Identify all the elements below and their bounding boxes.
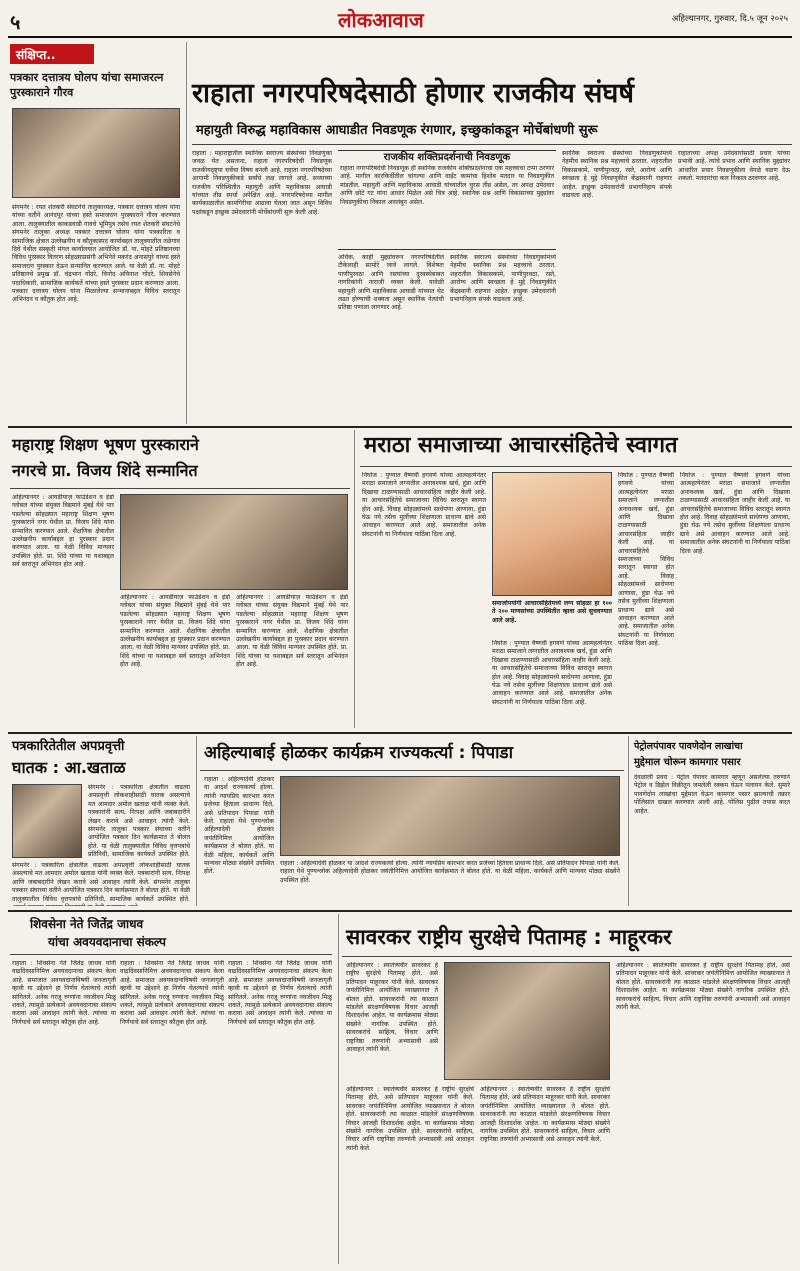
lead-subhead-rule (192, 144, 792, 145)
story7-headline-2: यांचा अवयवदानाचा संकल्प (48, 935, 166, 949)
story6-headline-2: मुद्देमाल चोरून कामगार पसार (634, 757, 741, 768)
story8-photo (444, 962, 610, 1080)
lead-headline: राहाता नगरपरिषदेसाठी होणार राजकीय संघर्ष (192, 78, 634, 109)
story3-headline: मराठा समाजाच्या आचारसंहितेचे स्वागत (364, 433, 678, 458)
story5-photo (280, 776, 620, 856)
page-number: ५ (10, 10, 21, 34)
story8-body-cont: अहिल्यानगर : स्वातंत्र्यवीर सावरकर हे राष्ट्रीय सुरक्षेचे पितामह होते, असे प्रतिपादन माहूरकर यांनी केले. सावरकर जयंतीनिमित्त आयोजित व्याख्यानात ते बोलत होते. सावरकरांनी त्या काळात मांडलेले संरक्षणविषयक विचार आजही दिशादर्शक आहेत. या कार्यक्रमास मोठ्या संख्येने नागरिक उपस्थित होते. सावरकरांचे साहित्य, विचार आणि राष्ट्रनिष्ठा तरुणांनी अभ्यासावी असे आवाहन त्यांनी केले. (346, 1086, 474, 1152)
divider-story2-story3 (354, 430, 355, 728)
story2-rule (10, 488, 350, 489)
story3-body-cont3: निघोज : पुण्यात वैष्णवी हगवणे यांच्या आत्महत्येनंतर मराठा समाजाने लग्नातील अनावश्यक खर्च, हुंडा आणि दिखावा टाळण्यासाठी आचारसंहिता जाहीर केली आहे. या आचारसंहितेचे समाजाच्या विविध स्तरातून स्वागत होत आहे. विवाह सोहळ्यांमध्ये साधेपणा आणावा, हुंडा घेऊ नये तसेच मुलींच्या शिक्षणाला प्राधान्य द्यावे असे आवाहन करण्यात आले आहे. समाजातील अनेक संघटनांनी या निर्णयाला पाठिंबा दिला आहे. (680, 472, 790, 555)
divider-story7 (338, 914, 339, 1264)
story4-headline-1: पत्रकारितेतील अपप्रवृत्ती (12, 739, 125, 754)
sidebar-body: संगमनेर : रयत शेतकरी संघटनेचे तालुकाध्यक्ष, पत्रकार दत्तात्रय घोलप यांना यांच्या वतीने आनंदपूर यांच्या हस्ते समाजरत्न पुरस्काराने गौरव करण्यात आला. तालुक्यातील काकडवाडी गावचे भूमिपुत्र तसेच रयत शेतकरी संघटनेचे संगमनेर तालुका अध्यक्ष पत्रकार दत्तात्रय घोलप यांना पत्रकारिता व सामाजिक क्षेत्रात उल्लेखनीय व कौतुकास्पद कार्याबद्दल तालुक्यातील तळेगाव दिघे येथील संस्कृती मंगल कार्यालयात आयोजित डॉ. ना. मोहटे प्रतिष्ठानच्या विविध पुरस्कार वितरण सोहळ्याप्रसंगी अभिनेते मकरंद अनासपुरे यांच्या हस्ते समाजरत्न पुरस्कार देऊन सन्मानित करण्यात आले. या वेळी डॉ. ना. मोहटे प्रतिष्ठानचे प्रमुख डॉ. चंद्रभान गोंदरे, विनोद अविनाश गोंदरे, शिवसेनेचे पदाधिकारी, सामाजिक कार्यकर्ते यांच्या हस्ते पुरस्कार प्रदान करण्यात आला. पत्रकार दत्तात्रय घोलप यांना मिळालेल्या सन्मानाबद्दल विविध स्तरातून अभिनंदन व कौतुक होत आहे. (12, 204, 180, 304)
story4-body: संगमनेर : पत्रकारिता क्षेत्रातील वाढत्या अपप्रवृत्ती लोकशाहीसाठी घातक असल्याचे मत आमदार अमोल खताळ यांनी व्यक्त केले. पत्रकारांनी सत्य, निःपक्ष आणि जबाबदारीने लेखन करावे असे आवाहन त्यांनी केले. संगमनेर तालुका पत्रकार संघाच्या वतीने आयोजित पत्रकार दिन कार्यक्रमात ते बोलत होते. या वेळी तालुक्यातील विविध वृत्तपत्रांचे प्रतिनिधी, सामाजिक कार्यकर्ते उपस्थित होते. (88, 784, 190, 858)
story2-body-cont2: अहिल्यानगर : आयडीयाज़ फाउंडेशन व इंडो ग्लोबल यांच्या संयुक्त विद्यमाने मुंबई येथे पार पडलेल्या सोहळ्यात महाराष्ट्र शिक्षण भूषण पुरस्काराने नगर येथील प्रा. विजय शिंदे यांना सन्मानित करण्यात आले. शैक्षणिक क्षेत्रातील उल्लेखनीय कार्याबद्दल हा पुरस्कार प्रदान करण्यात आला. या वेळी विविध मान्यवर उपस्थित होते. प्रा. शिंदे यांच्या या यशाबद्दल सर्व स्तरातून अभिनंदन होत आहे. (236, 594, 348, 669)
story8-body: अहिल्यानगर : स्वातंत्र्यवीर सावरकर हे राष्ट्रीय सुरक्षेचे पितामह होते, असे प्रतिपादन माहूरकर यांनी केले. सावरकर जयंतीनिमित्त आयोजित व्याख्यानात ते बोलत होते. सावरकरांनी त्या काळात मांडलेले संरक्षणविषयक विचार आजही दिशादर्शक आहेत. या कार्यक्रमास मोठ्या संख्येने नागरिक उपस्थित होते. सावरकरांचे साहित्य, विचार आणि राष्ट्रनिष्ठा तरुणांनी अभ्यासावी असे आवाहन त्यांनी केले. (346, 962, 438, 1054)
story3-illustration (492, 472, 612, 596)
sidebar-photo (12, 108, 180, 198)
lead-box (338, 150, 556, 250)
lead-box-body: राहाता नगरपरिषदेची निवडणूक ही स्थानिक राजकीय शक्तिप्रदर्शनाचा एक महत्त्वाचा टप्पा ठरणार आहे. मागील कारकिर्दीतील चांगल्या आणि वाईट कामांचा हिशोब मतदार या निवडणुकीत मांडतील. महायुती आणि महाविकास आघाडी यांच्यातील चुरस तीव्र असेल, तर अपक्ष उमेदवार आणि छोटे गट यांना आधार मिळेल असे चित्र आहे. स्थानिक प्रश्न आणि विकासाच्या मुद्द्यांवर निवडणुकीचा निकाल अवलंबून असेल. (340, 165, 554, 206)
story6-body: देवळाली प्रवरा : पेट्रोल पंपावर कामगार म्हणून असलेल्या तरुणाने पेट्रोल व डिझेल विक्रीतून जमलेली रक्कम घेऊन पलायन केले. सुमारे पावणेदोन लाखांचा मुद्देमाल घेऊन कामगार पसार झाल्याची तक्रार पोलिसांत दाखल करण्यात आली आहे. पोलिस पुढील तपास करत आहेत. (634, 774, 790, 815)
story7-headline-1: शिवसेना नेते जितेंद्र जाधव (30, 917, 144, 931)
story8-headline: सावरकर राष्ट्रीय सुरक्षेचे पितामह : माहूरकर (346, 925, 672, 949)
story2-headline-1: महाराष्ट्र शिक्षण भूषण पुरस्काराने (12, 435, 199, 454)
story4-body-cont: संगमनेर : पत्रकारिता क्षेत्रातील वाढत्या अपप्रवृत्ती लोकशाहीसाठी घातक असल्याचे मत आमदार अमोल खताळ यांनी व्यक्त केले. पत्रकारांनी सत्य, निःपक्ष आणि जबाबदारीने लेखन करावे असे आवाहन त्यांनी केले. संगमनेर तालुका पत्रकार संघाच्या वतीने आयोजित पत्रकार दिन कार्यक्रमात ते बोलत होते. या वेळी तालुक्यातील विविध वृत्तपत्रांचे प्रतिनिधी, सामाजिक कार्यकर्ते उपस्थित होते. (12, 862, 190, 903)
divider-story4 (196, 736, 197, 906)
story8-body-cont3: अहिल्यानगर : स्वातंत्र्यवीर सावरकर हे राष्ट्रीय सुरक्षेचे पितामह होते, असे प्रतिपादन माहूरकर यांनी केले. सावरकर जयंतीनिमित्त आयोजित व्याख्यानात ते बोलत होते. सावरकरांनी त्या काळात मांडलेले संरक्षणविषयक विचार आजही दिशादर्शक आहेत. या कार्यक्रमास मोठ्या संख्येने नागरिक उपस्थित होते. सावरकरांचे साहित्य, विचार आणि राष्ट्रनिष्ठा तरुणांनी अभ्यासावी असे आवाहन त्यांनी केले. (616, 962, 790, 1012)
story5-headline: अहिल्याबाई होळकर कार्यक्रम राज्यकर्त्या : पिपाडा (204, 743, 514, 763)
section-rule-1 (8, 426, 792, 428)
story3-body: निघोज : पुण्यात वैष्णवी हगवणे यांच्या आत्महत्येनंतर मराठा समाजाने लग्नातील अनावश्यक खर्च, हुंडा आणि दिखावा टाळण्यासाठी आचारसंहिता जाहीर केली आहे. या आचारसंहितेचे समाजाच्या विविध स्तरातून स्वागत होत आहे. विवाह सोहळ्यांमध्ये साधेपणा आणावा, हुंडा घेऊ नये तसेच मुलींच्या शिक्षणाला प्राधान्य द्यावे असे आवाहन करण्यात आले आहे. समाजातील अनेक संघटनांनी या निर्णयाला पाठिंबा दिला आहे. (362, 472, 486, 538)
lead-col2: अधिक, काही मुद्द्यांवरून नगरपरिषदेतील टीकेलाही सामोरे जावे लागले. विशेषतः पाणीपुरवठा आणि रस्त्यांच्या दुरवस्थेबाबत नागरिकांनी नाराजी व्यक्त केली. यावेळी महायुती आणि महाविकास आघाडी यांच्यात थेट लढत होण्याची शक्यता असून स्थानिक नेत्यांची प्रतिष्ठा पणाला लागणार आहे. (338, 254, 444, 312)
sidebar-badge: संक्षिप्त.. (10, 44, 94, 64)
story7-body-cont: राहाता : शिवसेना नेते जितेंद्र जाधव यांनी वाढदिवसानिमित्त अवयवदानाचा संकल्प केला आहे. समाजात अवयवदानाविषयी जनजागृती व्हावी या उद्देशाने हा निर्णय घेतल्याचे त्यांनी सांगितले. अनेक गरजू रुग्णांना नवजीवन मिळू शकते, त्यामुळे प्रत्येकाने अवयवदानाचा संकल्प करावा असे आवाहन त्यांनी केले. त्यांच्या या निर्णयाचे सर्व स्तरातून कौतुक होत आहे. (120, 960, 224, 1026)
story5-body: राहाता : अहिल्यादेवी होळकर या आदर्श राज्यकर्त्या होत्या. त्यांनी न्यायप्रिय कारभार करत प्रजेच्या हिताला प्राधान्य दिले, असे प्रतिपादन पिपाडा यांनी केले. राहाता येथे पुण्यश्लोक अहिल्यादेवी होळकर जयंतीनिमित्त आयोजित कार्यक्रमात ते बोलत होते. या वेळी महिला, कार्यकर्ते आणि मान्यवर मोठ्या संख्येने उपस्थित होते. (204, 776, 274, 876)
dateline: अहिल्यानगर, गुरुवार, दि.५ जून २०२५ (671, 14, 788, 24)
lead-col3b: स्थानिक स्वराज्य संस्थांच्या निवडणुकांमध्ये नेहमीच स्थानिक प्रश्न महत्त्वाचे ठरतात. शहरातील विकासकामे, पाणीपुरवठा, रस्ते, आरोग्य आणि स्वच्छता हे मुद्दे निवडणुकीत केंद्रस्थानी राहणार आहेत. इच्छुक उमेदवारांनी प्रभागनिहाय संपर्क वाढवला आहे. (562, 150, 672, 200)
lead-col1: राहाता : महाराष्ट्रातील स्थानिक स्वराज्य संस्थांच्या निवडणुका जवळ येत असताना, राहाता नगरपरिषदेची निवडणूक राजकीयदृष्ट्या चर्चेचा विषय बनली आहे. राहाता नगरपरिषदेच्या आगामी निवडणुकीकडे सर्वांचे लक्ष लागले आहे. सध्याच्या राजकीय परिस्थितीत महायुती आणि महाविकास आघाडी यांच्यात तीव्र स्पर्धा अपेक्षित आहे. नगरपरिषदेच्या मागील कार्यकाळातील कामगिरीचा आढावा घेतला जात असून विविध पक्षांकडून इच्छुक उमेदवारांनी मोर्चेबांधणी सुरू केली आहे. (192, 150, 332, 216)
lead-subhead: महायुती विरुद्ध महाविकास आघाडीत निवडणूक रंगणार, इच्छुकांकडून मोर्चेबांधणी सुरू (196, 123, 598, 138)
sidebar-headline: पत्रकार दत्तात्रय घोलप यांचा समाजरत्न पुरस्काराने गौरव (10, 71, 164, 99)
story5-rule (200, 770, 624, 771)
story2-body: अहिल्यानगर : आयडीयाज़ फाउंडेशन व इंडो ग्लोबल यांच्या संयुक्त विद्यमाने मुंबई येथे पार पडलेल्या सोहळ्यात महाराष्ट्र शिक्षण भूषण पुरस्काराने नगर येथील प्रा. विजय शिंदे यांना सन्मानित करण्यात आले. शैक्षणिक क्षेत्रातील उल्लेखनीय कार्याबद्दल हा पुरस्कार प्रदान करण्यात आला. या वेळी विविध मान्यवर उपस्थित होते. प्रा. शिंदे यांच्या या यशाबद्दल सर्व स्तरातून अभिनंदन होत आहे. (12, 494, 114, 569)
story3-body-cont: निघोज : पुण्यात वैष्णवी हगवणे यांच्या आत्महत्येनंतर मराठा समाजाने लग्नातील अनावश्यक खर्च, हुंडा आणि दिखावा टाळण्यासाठी आचारसंहिता जाहीर केली आहे. या आचारसंहितेचे समाजाच्या विविध स्तरातून स्वागत होत आहे. विवाह सोहळ्यांमध्ये साधेपणा आणावा, हुंडा घेऊ नये तसेच मुलींच्या शिक्षणाला प्राधान्य द्यावे असे आवाहन करण्यात आले आहे. समाजातील अनेक संघटनांनी या निर्णयाला पाठिंबा दिला आहे. (492, 640, 612, 706)
lead-col4: राहाताच्या अपक्ष उमेदवारांसाठी प्रचार यांच्या प्रभावी आहे. त्यांचे प्रभाव आणि स्थानिक मुद्द्यांवर आधारित प्रचार निवडणुकीला वेगळे वळण देऊ शकतो. मतदारांचा कल निकाल ठरवणार आहे. (678, 150, 790, 183)
story2-headline-2: नगरचे प्रा. विजय शिंदे सन्मानित (12, 461, 198, 480)
story4-photo (12, 784, 82, 858)
story3-caption: समाजोपयोगी आचारसंहितेमध्ये लग्न सोहळा हा १०० ते २०० माणसांच्या उपस्थितीत व्हावा असे सुचवण्यात आले आहे. (492, 600, 612, 624)
story3-body-cont2: निघोज : पुण्यात वैष्णवी हगवणे यांच्या आत्महत्येनंतर मराठा समाजाने लग्नातील अनावश्यक खर्च, हुंडा आणि दिखावा टाळण्यासाठी आचारसंहिता जाहीर केली आहे. या आचारसंहितेचे समाजाच्या विविध स्तरातून स्वागत होत आहे. विवाह सोहळ्यांमध्ये साधेपणा आणावा, हुंडा घेऊ नये तसेच मुलींच्या शिक्षणाला प्राधान्य द्यावे असे आवाहन करण्यात आले आहे. समाजातील अनेक संघटनांनी या निर्णयाला पाठिंबा दिला आहे. (618, 472, 674, 648)
section-rule-3 (8, 910, 792, 912)
masthead-rule (8, 36, 792, 38)
story2-photo (120, 494, 348, 590)
story4-headline-2: घातक : आ.खताळ (12, 758, 126, 777)
story8-body-cont2: अहिल्यानगर : स्वातंत्र्यवीर सावरकर हे राष्ट्रीय सुरक्षेचे पितामह होते, असे प्रतिपादन माहूरकर यांनी केले. सावरकर जयंतीनिमित्त आयोजित व्याख्यानात ते बोलत होते. सावरकरांनी त्या काळात मांडलेले संरक्षणविषयक विचार आजही दिशादर्शक आहेत. या कार्यक्रमास मोठ्या संख्येने नागरिक उपस्थित होते. सावरकरांचे साहित्य, विचार आणि राष्ट्रनिष्ठा तरुणांनी अभ्यासावी असे आवाहन त्यांनी केले. (480, 1086, 610, 1144)
sidebar-divider (186, 42, 187, 424)
masthead-logo: लोकआवाज (338, 8, 424, 32)
story7-body: राहाता : शिवसेना नेते जितेंद्र जाधव यांनी वाढदिवसानिमित्त अवयवदानाचा संकल्प केला आहे. समाजात अवयवदानाविषयी जनजागृती व्हावी या उद्देशाने हा निर्णय घेतल्याचे त्यांनी सांगितले. अनेक गरजू रुग्णांना नवजीवन मिळू शकते, त्यामुळे प्रत्येकाने अवयवदानाचा संकल्प करावा असे आवाहन त्यांनी केले. त्यांच्या या निर्णयाचे सर्व स्तरातून कौतुक होत आहे. (12, 960, 116, 1026)
lead-box-title: राजकीय शक्तिप्रदर्शनाची निवडणूक (383, 152, 511, 163)
story3-rule (360, 466, 792, 467)
story5-body-cont: राहाता : अहिल्यादेवी होळकर या आदर्श राज्यकर्त्या होत्या. त्यांनी न्यायप्रिय कारभार करत प्रजेच्या हिताला प्राधान्य दिले, असे प्रतिपादन पिपाडा यांनी केले. राहाता येथे पुण्यश्लोक अहिल्यादेवी होळकर जयंतीनिमित्त आयोजित कार्यक्रमात ते बोलत होते. या वेळी महिला, कार्यकर्ते आणि मान्यवर मोठ्या संख्येने उपस्थित होते. (280, 860, 620, 884)
divider-story5 (628, 736, 629, 906)
story8-rule (342, 956, 792, 957)
story7-rule (10, 954, 332, 955)
story7-body-cont2: राहाता : शिवसेना नेते जितेंद्र जाधव यांनी वाढदिवसानिमित्त अवयवदानाचा संकल्प केला आहे. समाजात अवयवदानाविषयी जनजागृती व्हावी या उद्देशाने हा निर्णय घेतल्याचे त्यांनी सांगितले. अनेक गरजू रुग्णांना नवजीवन मिळू शकते, त्यामुळे प्रत्येकाने अवयवदानाचा संकल्प करावा असे आवाहन त्यांनी केले. त्यांच्या या निर्णयाचे सर्व स्तरातून कौतुक होत आहे. (228, 960, 332, 1026)
lead-col3: स्थानिक स्वराज्य संस्थांच्या निवडणुकांमध्ये नेहमीच स्थानिक प्रश्न महत्त्वाचे ठरतात. शहरातील विकासकामे, पाणीपुरवठा, रस्ते, आरोग्य आणि स्वच्छता हे मुद्दे निवडणुकीत केंद्रस्थानी राहणार आहेत. इच्छुक उमेदवारांनी प्रभागनिहाय संपर्क वाढवला आहे. (450, 254, 556, 304)
story2-body-cont: अहिल्यानगर : आयडीयाज़ फाउंडेशन व इंडो ग्लोबल यांच्या संयुक्त विद्यमाने मुंबई येथे पार पडलेल्या सोहळ्यात महाराष्ट्र शिक्षण भूषण पुरस्काराने नगर येथील प्रा. विजय शिंदे यांना सन्मानित करण्यात आले. शैक्षणिक क्षेत्रातील उल्लेखनीय कार्याबद्दल हा पुरस्कार प्रदान करण्यात आला. या वेळी विविध मान्यवर उपस्थित होते. प्रा. शिंदे यांच्या या यशाबद्दल सर्व स्तरातून अभिनंदन होत आहे. (120, 594, 230, 669)
section-rule-2 (8, 732, 792, 734)
story6-headline-1: पेट्रोलपंपावर पावणेदोन लाखांचा (634, 741, 743, 752)
